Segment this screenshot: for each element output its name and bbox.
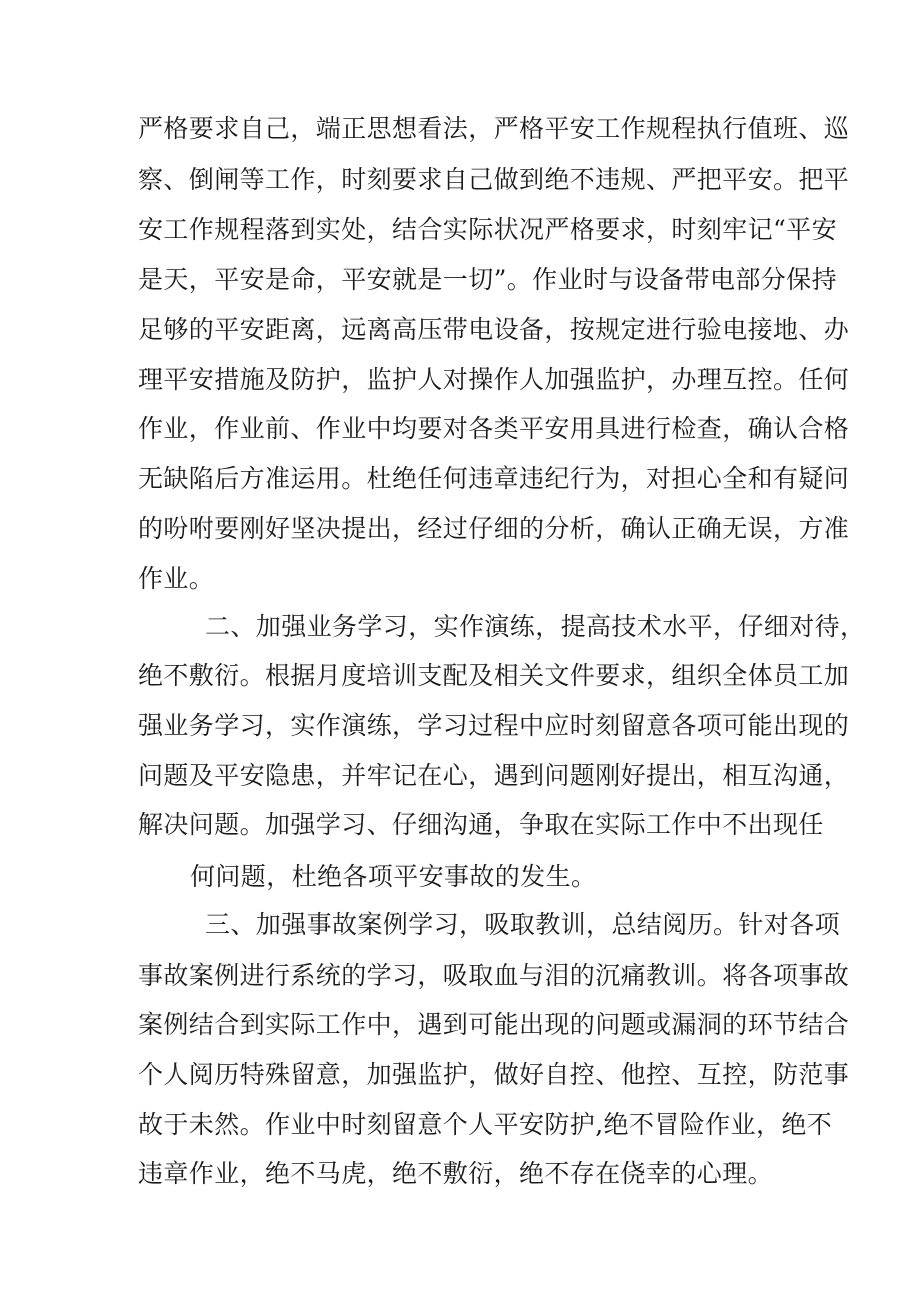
text-line: 违章作业，绝不马虎，绝不敷衍，绝不存在侥幸的心理。 (138, 1159, 774, 1188)
text-line: 何问题，杜绝各项平安事故的发生。 (190, 862, 597, 891)
text-line: 问题及平安隐患，并牢记在心，遇到问题刚好提出，相互沟通， (138, 761, 850, 790)
text-line: 安工作规程落到实处，结合实际状况严格要求，时刻牢记“平安 (138, 215, 837, 244)
text-line: 作业，作业前、作业中均要对各类平安用具进行检查，确认合格 (138, 414, 850, 443)
text-line: 理平安措施及防护，监护人对操作人加强监护，办理互控。任何 (138, 365, 850, 394)
text-line: 绝不敷衍。根据月度培训支配及相关文件要求，组织全体员工加 (138, 661, 850, 690)
text-line: 强业务学习，实作演练，学习过程中应时刻留意各项可能出现的 (138, 711, 850, 740)
text-line: 案例结合到实际工作中，遇到可能出现的问题或漏洞的环节结合 (138, 1010, 850, 1039)
text-line: 严格要求自己，端正思想看法，严格平安工作规程执行值班、巡 (138, 114, 850, 143)
text-line: 二、加强业务学习，实作演练，提高技术水平，仔细对待， (205, 612, 866, 641)
text-line: 三、加强事故案例学习，吸取教训，总结阅历。针对各项 (205, 910, 841, 939)
text-line: 察、倒闸等工作，时刻要求自己做到绝不违规、严把平安。把平 (138, 165, 850, 194)
text-line: 个人阅历特殊留意，加强监护，做好自控、他控、互控，防范事 (138, 1060, 850, 1089)
text-line: 故于未然。作业中时刻留意个人平安防护,绝不冒险作业，绝不 (138, 1110, 833, 1139)
text-line: 作业。 (138, 564, 215, 593)
text-line: 无缺陷后方准运用。杜绝任何违章违纪行为，对担心全和有疑问 (138, 464, 850, 493)
text-line: 足够的平安距离，远离高压带电设备，按规定进行验电接地、办 (138, 315, 850, 344)
text-line: 是天，平安是命，平安就是一切”。作业时与设备带电部分保持 (138, 265, 837, 294)
text-line: 解决问题。加强学习、仔细沟通，争取在实际工作中不出现任 (138, 810, 824, 839)
text-line: 的吩咐要刚好坚决提出，经过仔细的分析，确认正确无误，方准 (138, 514, 850, 543)
text-line: 事故案例进行系统的学习，吸取血与泪的沉痛教训。将各项事故 (138, 961, 850, 990)
